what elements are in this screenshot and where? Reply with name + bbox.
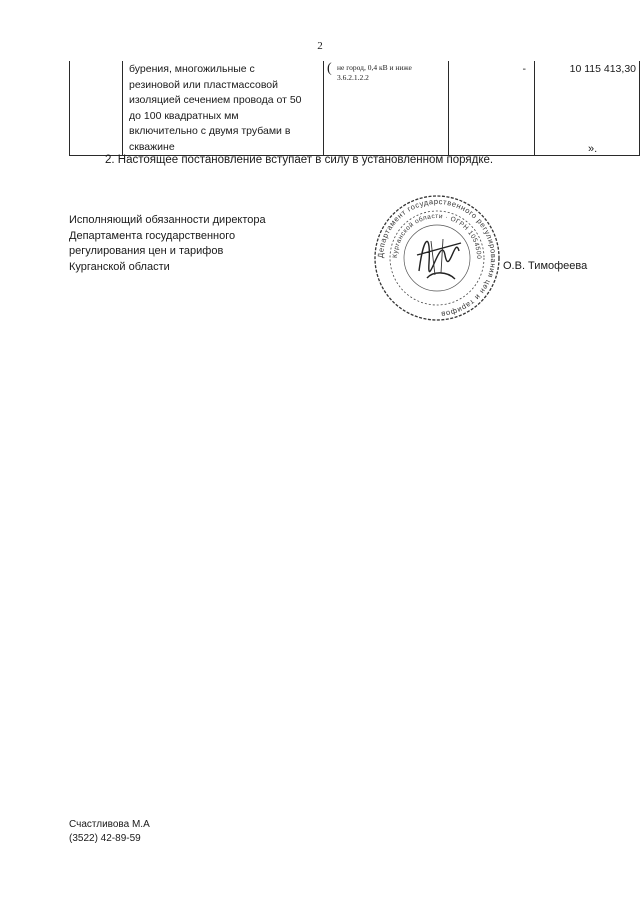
table-cell-empty — [70, 61, 123, 156]
svg-text:Департамент государственного р: Департамент государственного регулирования цен и тарифов — [375, 196, 499, 319]
description-line: изоляцией сечением провода от 50 — [129, 94, 302, 106]
tariff-table-fragment — [69, 61, 640, 156]
position-line: Исполняющий обязанности директора — [69, 214, 266, 226]
position-line: регулирования цен и тарифов — [69, 245, 224, 257]
clause-2: 2. Настоящее постановление вступает в силу в установленном порядке. — [105, 154, 494, 166]
executor-name: Счастливова М.А — [69, 819, 150, 830]
executor-info — [69, 818, 150, 845]
description-line: резиновой или пластмассовой — [129, 78, 279, 91]
signatory-position — [69, 213, 266, 275]
description-line: включительно с двумя трубами в — [129, 125, 291, 137]
table-row — [70, 61, 640, 156]
brace-mark-icon: ( — [327, 61, 332, 76]
closing-quote: ». — [588, 143, 598, 155]
position-line: Курганской области — [69, 260, 170, 273]
description-line: скважине — [129, 140, 175, 153]
table-cell-amount: 10 115 413,30 — [535, 61, 640, 156]
executor-phone: (3522) 42-89-59 — [69, 832, 141, 844]
official-seal-icon — [369, 193, 505, 323]
table-cell-dash: - — [449, 61, 535, 156]
voltage-line: 3.6.2.1.2.2 — [337, 73, 369, 82]
svg-text:Курганской области · ОГРН 1054: Курганской области · ОГРН 1054500 — [391, 212, 483, 260]
table-cell-description — [123, 61, 324, 156]
description-line: до 100 квадратных мм — [129, 109, 239, 122]
page-number: 2 — [317, 40, 323, 52]
position-line: Департамента государственного — [69, 229, 236, 242]
description-line: бурения, многожильные с — [129, 63, 255, 75]
table-cell-voltage — [324, 61, 449, 156]
voltage-line: не город, 0,4 кВ и ниже — [337, 63, 412, 72]
signer-name: О.В. Тимофеева — [503, 260, 588, 272]
